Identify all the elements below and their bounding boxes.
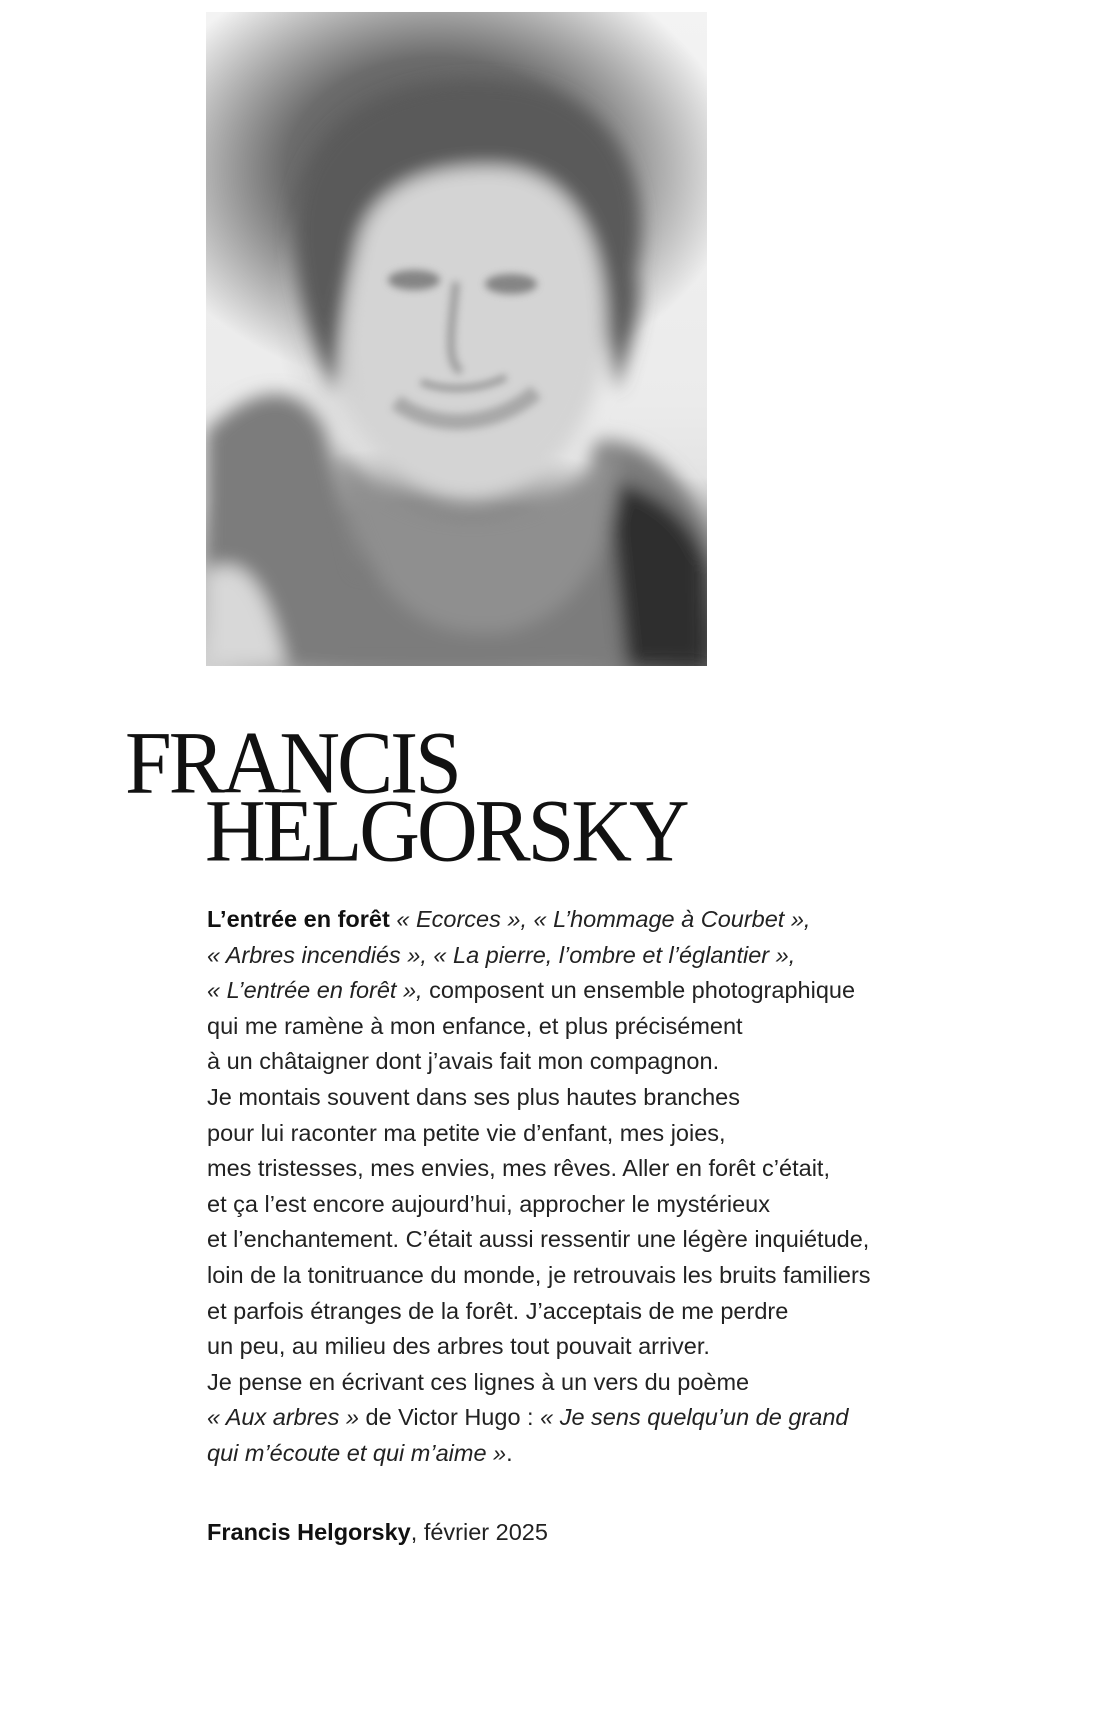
signature-name: Francis Helgorsky [207,1519,411,1545]
author-first-name: FRANCIS [125,714,459,813]
statement-line: et l’enchantement. C’était aussi ressentir une légère inquiétude, [207,1226,870,1253]
statement-line: et ça l’est encore aujourd’hui, approcher le mystérieux [207,1190,770,1217]
signature [207,1516,548,1548]
statement-line: qui me ramène à mon enfance, et plus précisément [207,1012,743,1039]
statement-line: L’entrée en forêt « Ecorces », « L’hommage à Courbet », [207,906,811,932]
series-title: L’entrée en forêt [207,906,390,932]
statement-line: « Arbres incendiés », « La pierre, l’ombre et l’églantier », [207,941,796,968]
statement-line: mes tristesses, mes envies, mes rêves. Aller en forêt c’était, [207,1155,830,1182]
author-last-name: HELGORSKY [205,781,687,881]
statement-line: « Aux arbres » de Victor Hugo : « Je sens quelqu’un de grand [207,1404,849,1431]
statement-line: qui m’écoute et qui m’aime ». [207,1439,513,1466]
statement-line: « L’entrée en forêt », composent un ensemble photographique [207,977,856,1004]
author-portrait [206,12,707,666]
statement-line: Je pense en écrivant ces lignes à un vers du poème [207,1368,750,1395]
statement-line: Je montais souvent dans ses plus hautes branches [207,1083,740,1110]
statement-line: à un châtaigner dont j’avais fait mon compagnon. [207,1048,720,1075]
author-name-heading [125,714,687,881]
statement-line: loin de la tonitruance du monde, je retrouvais les bruits familiers [207,1261,871,1288]
portrait-photo-icon [206,12,707,666]
statement-line: pour lui raconter ma petite vie d’enfant, mes joies, [207,1119,726,1146]
signature-date: , février 2025 [410,1519,548,1545]
statement-line: un peu, au milieu des arbres tout pouvait arriver. [207,1333,710,1360]
artist-statement [207,902,927,1472]
statement-line: et parfois étranges de la forêt. J’acceptais de me perdre [207,1297,789,1324]
